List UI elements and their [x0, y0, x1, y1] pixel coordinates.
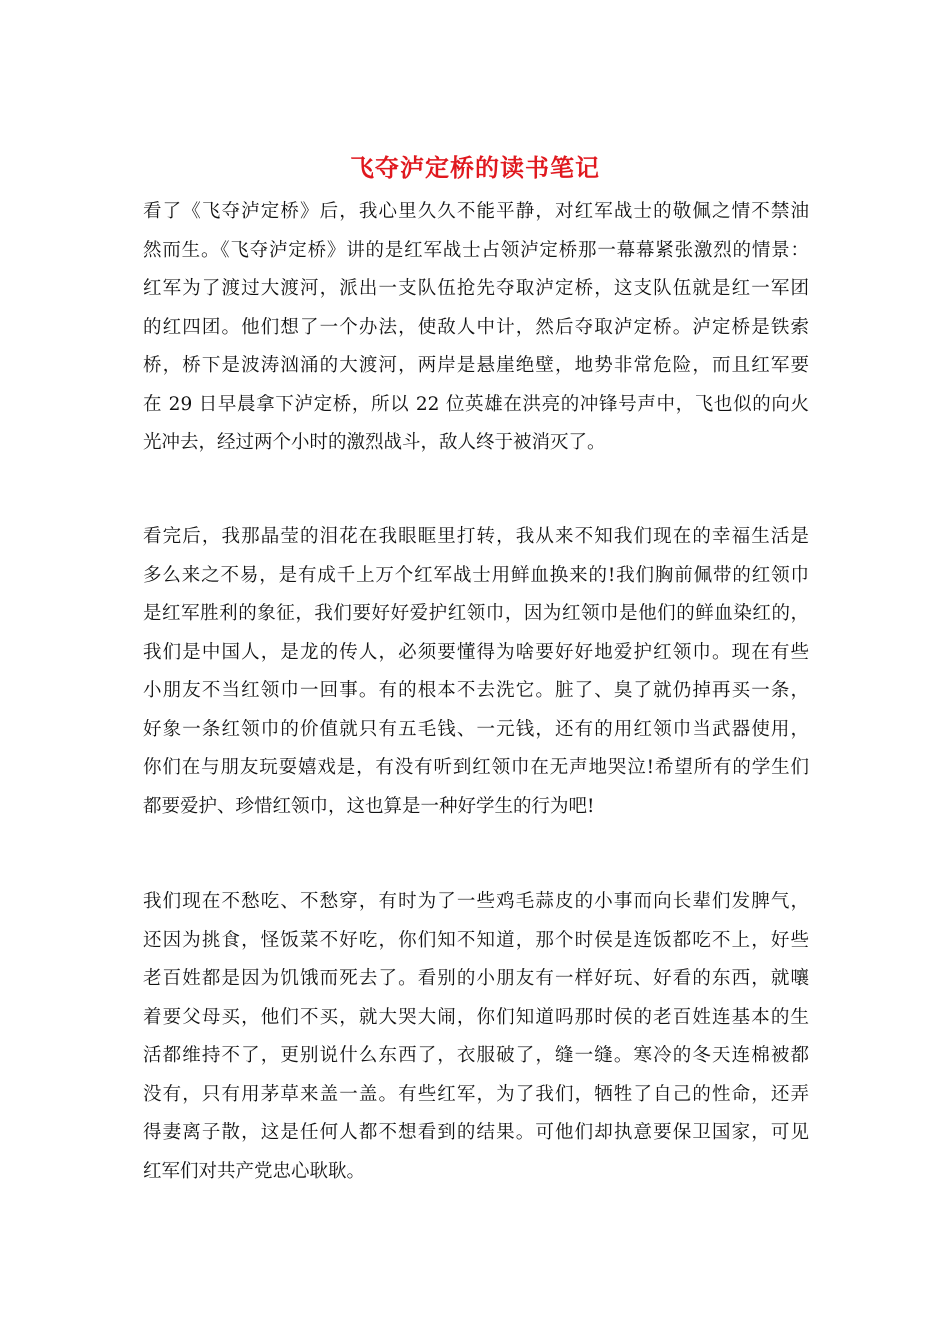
paragraph-line: 还因为挑食，怪饭菜不好吃，你们知不知道，那个时侯是连饭都吃不上，好些 — [143, 929, 809, 951]
paragraph-line: 得妻离子散，这是任何人都不想看到的结果。可他们却执意要保卫国家，可见 — [143, 1122, 809, 1143]
paragraph-line: 多么来之不易，是有成千上万个红军战士用鲜血换来的!我们胸前佩带的红领巾 — [143, 564, 809, 586]
paragraph-line: 好象一条红领巾的价值就只有五毛钱、一元钱，还有的用红领巾当武器使用， — [143, 718, 809, 740]
paragraph-line: 没有，只有用茅草来盖一盖。有些红军，为了我们，牺牲了自己的性命，还弄 — [143, 1083, 809, 1105]
paragraph-line: 然而生。《飞夺泸定桥》讲的是红军战士占领泸定桥那一幕幕紧张激烈的情景： — [143, 239, 809, 261]
paragraph-line: 红军为了渡过大渡河，派出一支队伍抢先夺取泸定桥，这支队伍就是红一军团 — [143, 278, 809, 299]
paragraph-line: 桥，桥下是波涛汹涌的大渡河，两岸是悬崖绝壁，地势非常危险，而且红军要 — [143, 355, 809, 376]
paragraph-line: 老百姓都是因为饥饿而死去了。看别的小朋友有一样好玩、好看的东西，就嚷 — [143, 968, 809, 989]
paragraph-line: 在 29 日早晨拿下泸定桥，所以 22 位英雄在洪亮的冲锋号声中，飞也似的向火 — [143, 393, 809, 415]
paragraph-line: 我们现在不愁吃、不愁穿，有时为了一些鸡毛蒜皮的小事而向长辈们发脾气， — [143, 891, 809, 912]
paragraph-line: 是红军胜利的象征，我们要好好爱护红领巾，因为红领巾是他们的鲜血染红的， — [143, 603, 809, 624]
paragraph-line: 我们是中国人，是龙的传人，必须要懂得为啥要好好地爱护红领巾。现在有些 — [143, 641, 809, 663]
paragraph-line: 红军们对共产党忠心耿耿。 — [143, 1160, 366, 1182]
paragraph-line: 看完后，我那晶莹的泪花在我眼眶里打转，我从来不知我们现在的幸福生活是 — [143, 526, 809, 547]
paragraph-line: 着要父母买，他们不买，就大哭大闹，你们知道吗那时侯的老百姓连基本的生 — [143, 1006, 809, 1028]
paragraph-line: 的红四团。他们想了一个办法，使敌人中计，然后夺取泸定桥。泸定桥是铁索 — [143, 316, 809, 338]
paragraph-line: 光冲去，经过两个小时的激烈战斗，敌人终于被消灭了。 — [143, 432, 606, 453]
paragraph-1 — [143, 193, 809, 463]
paragraph-3 — [143, 883, 809, 1191]
paragraph-line: 看了《飞夺泸定桥》后，我心里久久不能平静，对红军战士的敬佩之情不禁油 — [143, 201, 809, 222]
document-title: 飞夺泸定桥的读书笔记 — [350, 153, 600, 182]
paragraph-line: 你们在与朋友玩耍嬉戏是，有没有听到红领巾在无声地哭泣!希望所有的学生们 — [143, 757, 809, 778]
paragraph-line: 小朋友不当红领巾一回事。有的根本不去洗它。脏了、臭了就仍掉再买一条， — [143, 680, 809, 701]
paragraph-2 — [143, 518, 809, 826]
paragraph-line: 活都维持不了，更别说什么东西了，衣服破了，缝一缝。寒冷的冬天连棉被都 — [143, 1045, 809, 1066]
paragraph-line: 都要爱护、珍惜红领巾，这也算是一种好学生的行为吧! — [143, 795, 595, 817]
